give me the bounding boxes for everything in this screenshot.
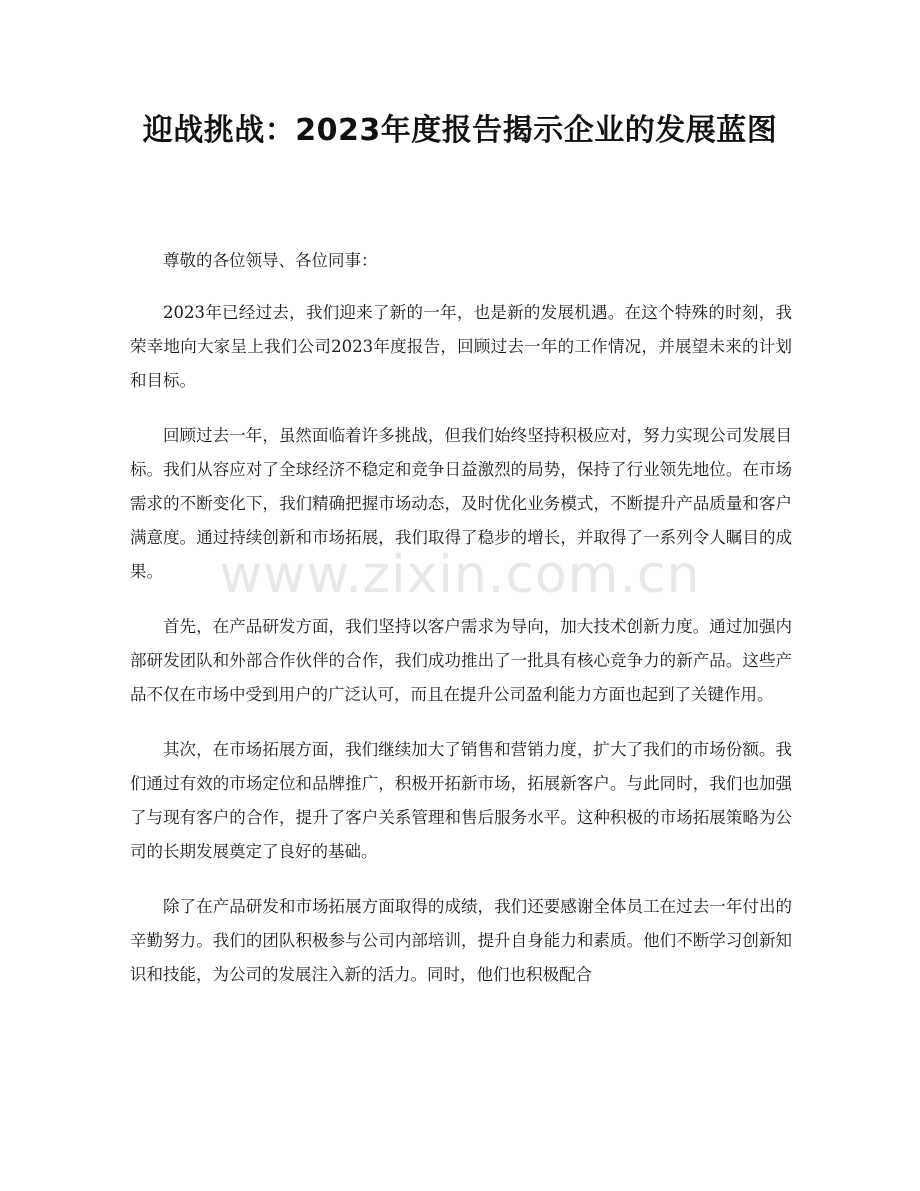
- paragraph-review: 回顾过去一年，虽然面临着许多挑战，但我们始终坚持积极应对，努力实现公司发展目标。我们从容应对了全球经济不稳定和竞争日益激烈的局势，保持了行业领先地位。在市场需求的不断变化下，我们精确把握市场动态，及时优化业务模式，不断提升产品质量和客户满意度。通过持续创新和市场拓展，我们取得了稳步的增长，并取得了一系列令人瞩目的成果。: [130, 426, 792, 581]
- paragraph-staff-thanks: 除了在产品研发和市场拓展方面取得的成绩，我们还要感谢全体员工在过去一年付出的辛勤努力。我们的团队积极参与公司内部培训，提升自身能力和素质。他们不断学习创新知识和技能，为公司的发展注入新的活力。同时，他们也积极配合: [130, 897, 792, 984]
- document-title: 迎战挑战：2023年度报告揭示企业的发展蓝图: [142, 113, 778, 148]
- paragraph-product-rd: 首先，在产品研发方面，我们坚持以客户需求为导向，加大技术创新力度。通过加强内部研发团队和外部合作伙伴的合作，我们成功推出了一批具有核心竞争力的新产品。这些产品不仅在市场中受到用户的广泛认可，而且在提升公司盈利能力方面也起到了关键作用。: [130, 617, 792, 704]
- paragraph-intro: 2023年已经过去，我们迎来了新的一年，也是新的发展机遇。在这个特殊的时刻，我荣幸地向大家呈上我们公司2023年度报告，回顾过去一年的工作情况，并展望未来的计划和目标。: [130, 303, 792, 390]
- salutation: 尊敬的各位领导、各位同事：: [163, 251, 378, 270]
- paragraph-market-expansion: 其次，在市场拓展方面，我们继续加大了销售和营销力度，扩大了我们的市场份额。我们通过有效的市场定位和品牌推广，积极开拓新市场，拓展新客户。与此同时，我们也加强了与现有客户的合作，提升了客户关系管理和售后服务水平。这种积极的市场拓展策略为公司的长期发展奠定了良好的基础。: [130, 740, 792, 861]
- document-body: [130, 244, 792, 1013]
- watermark: www.zixin.com.cn: [219, 545, 701, 605]
